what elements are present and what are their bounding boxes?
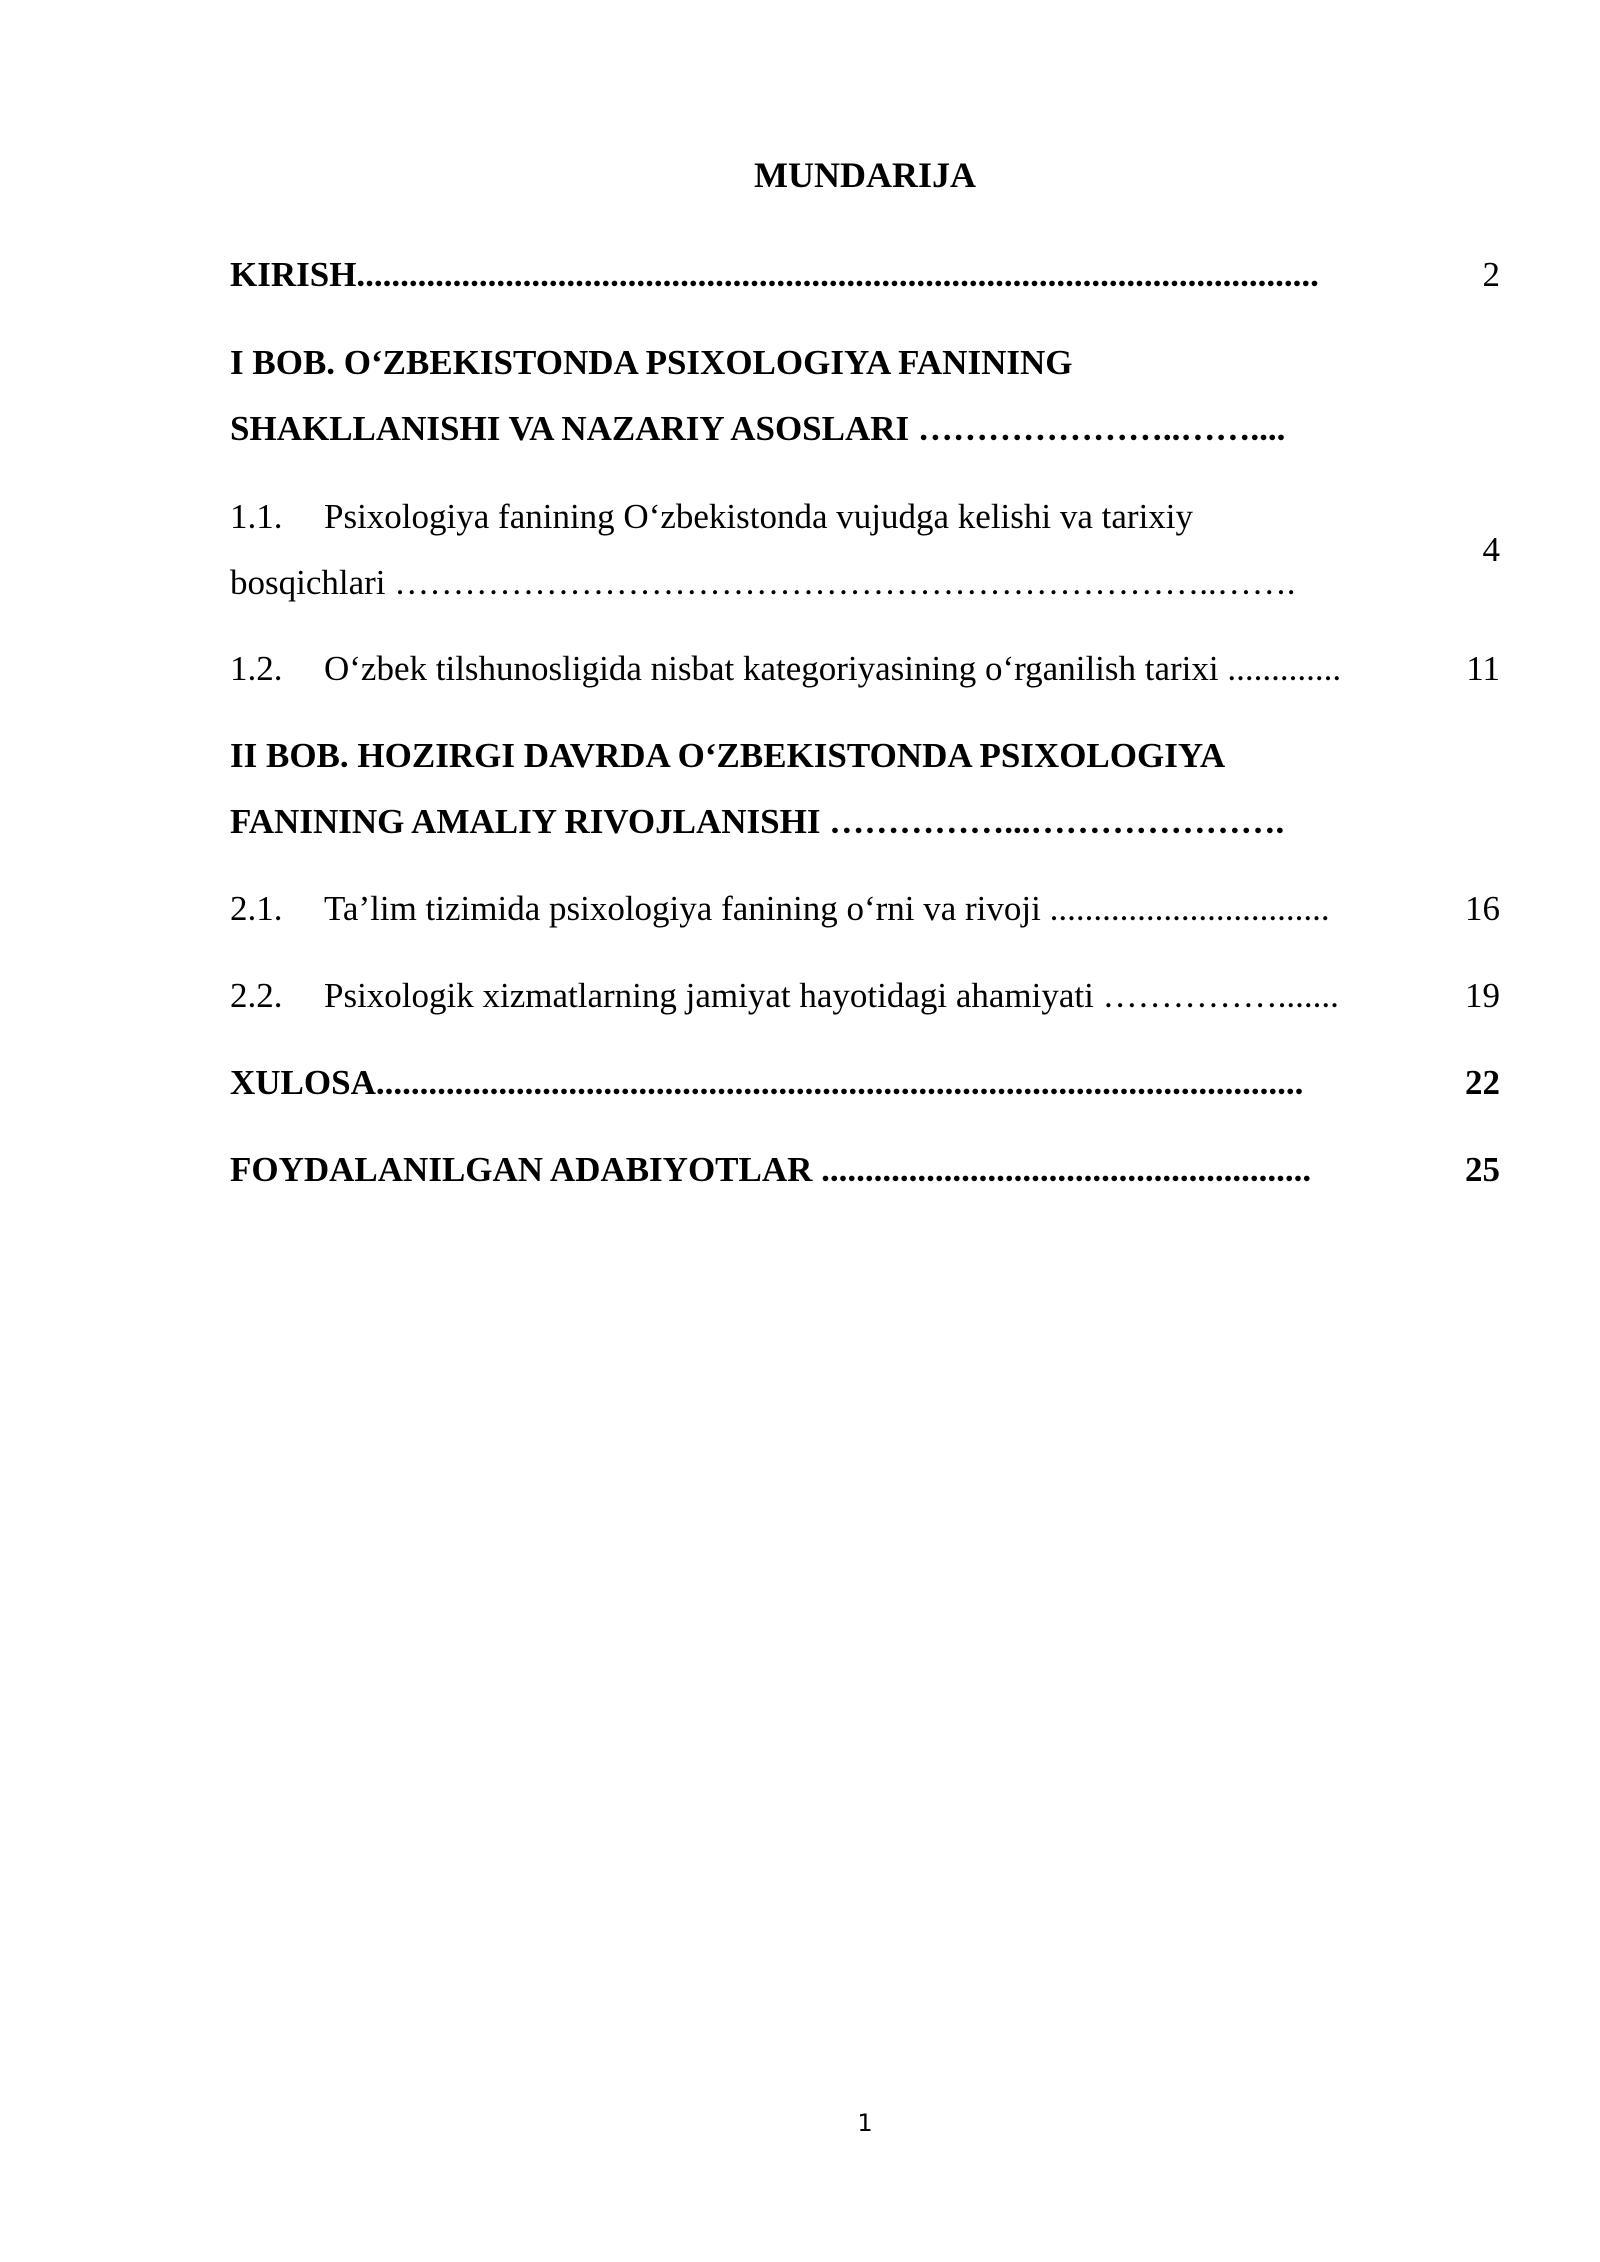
toc-entry-text: KIRISH.............................................................................................................. <box>230 255 1319 294</box>
toc-entry-text: FOYDALANILGAN ADABIYOTLAR ........................................................ <box>230 1150 1312 1189</box>
toc-section-number: 1.2. <box>230 649 283 688</box>
toc-page-number: 22 <box>1465 1063 1500 1102</box>
toc-section-number: 1.1. <box>230 497 283 536</box>
toc-entry-line: SHAKLLANISHI VA NAZARIY ASOSLARI …………………..…….... <box>230 409 1286 448</box>
toc-page-number: 19 <box>1465 976 1500 1015</box>
toc-title: MUNDARIJA <box>754 155 976 195</box>
toc-entry-text: O‘zbek tilshunosligida nisbat kategoriyasining o‘rganilish tarixi ............. <box>324 649 1342 688</box>
toc-entry-line: FANINING AMALIY RIVOJLANISHI ……………...…………………. <box>230 802 1285 841</box>
toc-section-number: 2.2. <box>230 976 283 1015</box>
toc-page-number: 2 <box>1482 255 1500 294</box>
toc-section-number: 2.1. <box>230 889 283 928</box>
page-number-footer: 1 <box>857 2109 873 2137</box>
toc-entry-line: I BOB. O‘ZBEKISTONDA PSIXOLOGIYA FANINING <box>230 343 1073 382</box>
toc-entry-text: Psixologik xizmatlarning jamiyat hayotidagi ahamiyati ……………....... <box>324 976 1339 1015</box>
toc-page-number: 16 <box>1465 889 1500 928</box>
toc-page-number: 4 <box>1482 530 1500 569</box>
toc-entry-line: Psixologiya fanining O‘zbekistonda vujudga kelishi va tarixiy <box>324 497 1194 536</box>
toc-entry-line: bosqichlari ……………………………………………………………..……. <box>230 563 1296 602</box>
toc-page-number: 11 <box>1466 649 1500 688</box>
toc-entry-text: Ta’lim tizimida psixologiya fanining o‘rni va rivoji ................................ <box>324 889 1330 928</box>
toc-page-number: 25 <box>1465 1150 1500 1189</box>
toc-entry-text: XULOSA.......................................................................................................... <box>230 1063 1304 1102</box>
toc-entry-line: II BOB. HOZIRGI DAVRDA O‘ZBEKISTONDA PSIXOLOGIYA <box>230 736 1226 775</box>
